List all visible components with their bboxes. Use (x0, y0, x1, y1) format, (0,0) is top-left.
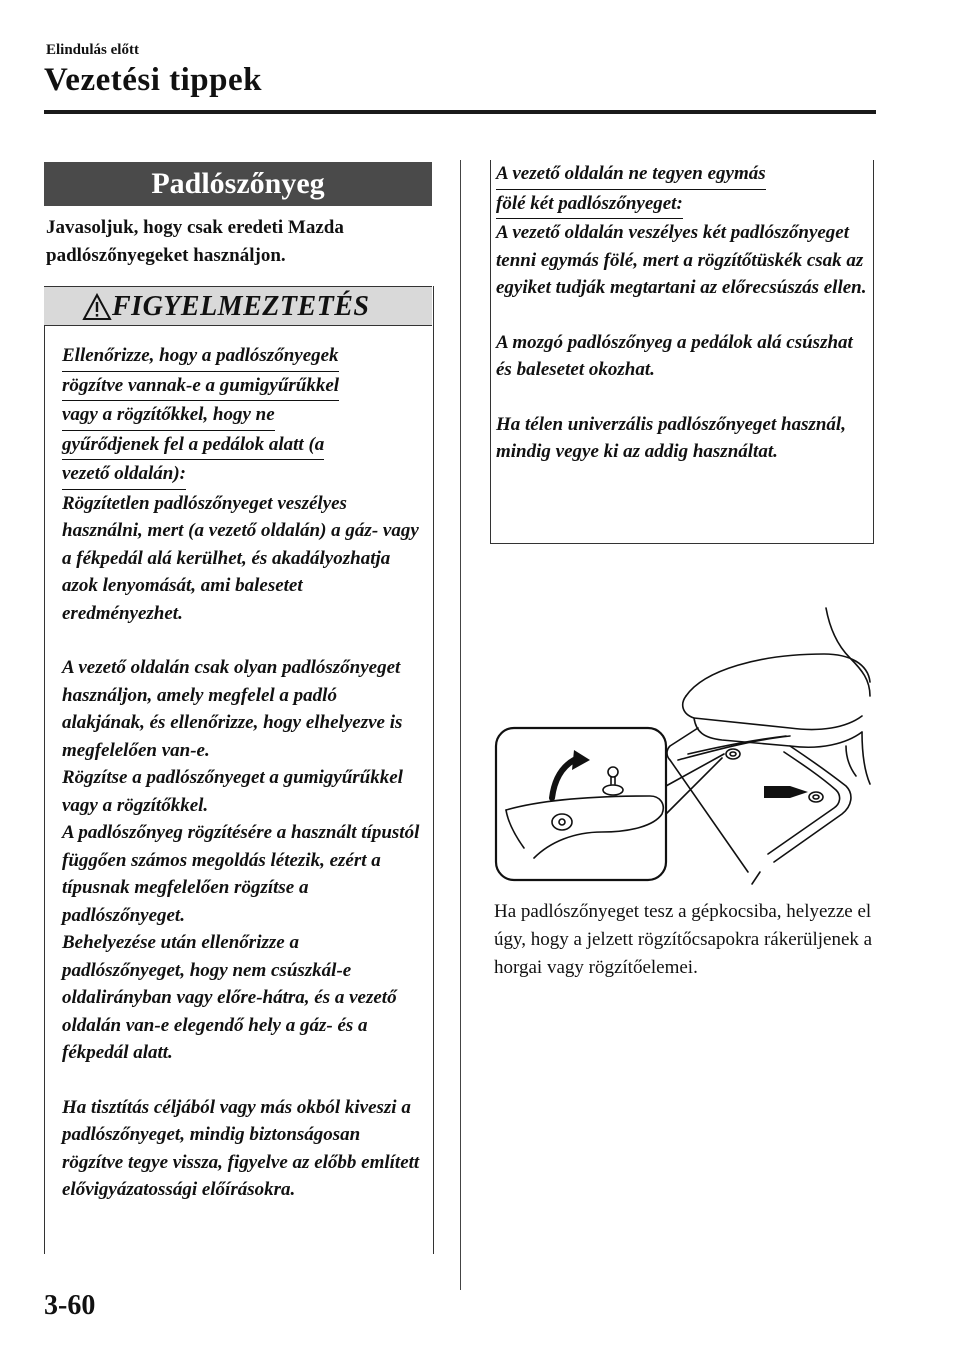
column-divider (460, 160, 461, 1290)
warning-cont-paragraph: A mozgó padlószőnyeg a pedálok alá csúszhat és balesetet okozhat. (496, 331, 853, 380)
section-intro: Javasoljuk, hogy csak eredeti Mazda padlószőnyegeket használjon. (46, 217, 344, 266)
warning-subheading (62, 342, 422, 490)
warning-cont-paragraph: Ha télen univerzális padlószőnyeget használ, mindig vegye ki az addig használtat. (496, 413, 846, 462)
warning-paragraph: Rögzítse a padlószőnyeget a gumigyűrűkkel vagy a rögzítőkkel. (62, 767, 403, 816)
warning-header (44, 286, 432, 326)
warning-cont-subheading (496, 160, 868, 219)
warning-paragraph: Rögzítetlen padlószőnyeget veszélyes használni, mert (a vezető oldalán) a gáz- vagy a fékpedál alá kerülhet, és akadályozhatja azok lenyomását, ami balesetet eredményezhet. (62, 492, 419, 624)
warning-triangle-icon (82, 293, 112, 321)
warning-paragraph: Ha tisztítás céljából vagy más okból kiveszi a padlószőnyeget, mindig biztonságosan rögzítve tegye vissza, figyelve az előbb említett elővigyázatossági előírásokra. (62, 1096, 420, 1200)
warning-subheading-line: rögzítve vannak-e a gumigyűrűkkel (62, 373, 339, 402)
warning-subheading-line: vagy a rögzítőkkel, hogy ne (62, 402, 275, 431)
warning-cont-paragraph: A vezető oldalán veszélyes két padlószőnyeget tenni egymás fölé, mert a rögzítőtüskék csak az egyiket tudják megtartani az előrecsúszás ellen. (496, 222, 867, 298)
warning-paragraph: A vezető oldalán csak olyan padlószőnyeget használjon, amely megfelel a padló alakjának, és ellenőrizze, hogy elhelyezve is megfelelően van-e. (62, 657, 403, 761)
heading-rule (44, 110, 876, 114)
warning-cont-subheading-line: A vezető oldalán ne tegyen egymás (496, 161, 766, 190)
warning-label: FIGYELMEZTETÉS (112, 291, 370, 322)
warning-subheading-line: vezető oldalán): (62, 461, 186, 490)
page-heading: Vezetési tippek (44, 62, 263, 98)
warning-text (62, 342, 422, 1204)
warning-subheading-line: Ellenőrizze, hogy a padlószőnyegek (62, 343, 339, 372)
page-number: 3-60 (44, 1290, 96, 1321)
warning-subheading-line: gyűrődjenek fel a pedálok alatt (a (62, 432, 324, 461)
floor-mat-illustration (490, 600, 876, 890)
running-head: Elindulás előtt (46, 42, 139, 58)
section-title: Padlószőnyeg (44, 162, 432, 206)
warning-cont-subheading-line: fölé két padlószőnyeget: (496, 191, 683, 220)
warning-paragraph: Behelyezése után ellenőrizze a padlószőnyeget, hogy nem csúszkál-e oldalirányban vagy előre-hátra, és a vezető oldalán van-e elegendő hely a gáz- és a fékpedál alatt. (62, 932, 397, 1063)
figure-caption: Ha padlószőnyeget tesz a gépkocsiba, helyezze el úgy, hogy a jelzett rögzítőcsapokra rákerüljenek a horgai vagy rögzítőelemei. (494, 901, 873, 978)
warning-continuation-text (496, 160, 868, 466)
warning-paragraph: A padlószőnyeg rögzítésére a használt típustól függően számos megoldás létezik, ezért a típusnak megfelelően rögzítse a padlószőnyeget. (62, 822, 420, 926)
